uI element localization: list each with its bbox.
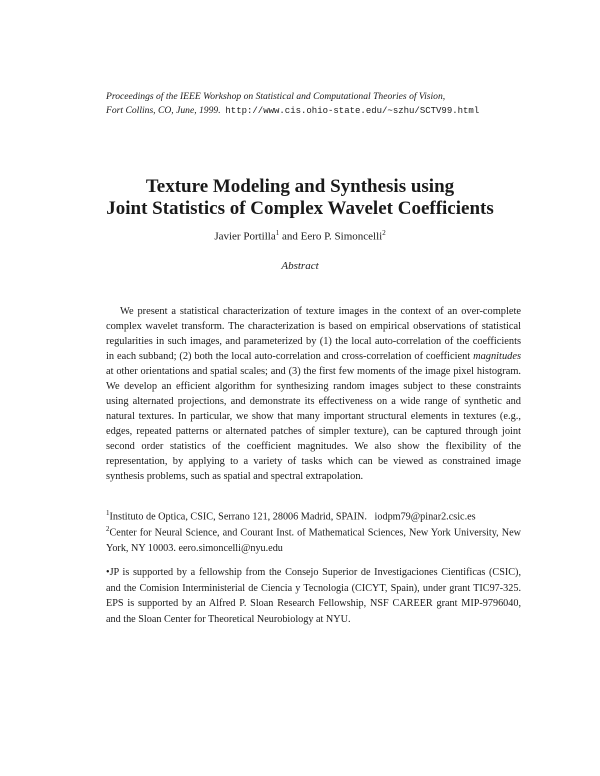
footnote-mark: 1 xyxy=(106,509,110,517)
footnote-text: Center for Neural Science, and Courant Inst. of Mathematical Sciences, New York University, New York, NY 10003. eero.simoncelli@nyu.edu xyxy=(106,527,521,554)
abstract-heading: Abstract xyxy=(281,260,319,272)
funding-note: •JP is supported by a fellowship from the Consejo Superior de Investigaciones Cientificas (CSIC), and the Comision Interministerial de Ciencia y Tecnologia (CICYT, Spain), under grant TIC97-325. EPS is supported by an Alfred P. Sloan Research Fellowship, NSF CAREER grant MIP-9796040, and the Sloan Center for Theoretical Neurobiology at NYU. xyxy=(106,567,521,625)
footnote-affiliation-2 xyxy=(106,522,521,556)
abstract-emphasis: magnitudes xyxy=(473,351,521,362)
author-name: Eero P. Simoncelli xyxy=(300,230,383,243)
affiliation-mark: 2 xyxy=(382,229,386,237)
author-name: Javier Portilla xyxy=(214,230,276,243)
title-line-2: Joint Statistics of Complex Wavelet Coefficients xyxy=(106,198,494,219)
venue-header xyxy=(106,90,521,118)
title-line-1: Texture Modeling and Synthesis using xyxy=(145,176,455,197)
affiliation-mark: 1 xyxy=(275,229,280,237)
venue-line-1: Proceedings of the IEEE Workshop on Statistical and Computational Theories of Vision, xyxy=(106,91,446,102)
abstract-text: We present a statistical characterization of texture images in the context of an over-complete complex wavelet transform. The characterization is based on empirical observations of statistical regularities in such images, and parameterized by (1) the local auto-correlation of the coefficients in each subband; (2) both the local auto-correlation and cross-correlation of coefficient xyxy=(106,306,521,362)
author-conjunction: and xyxy=(279,230,301,243)
footnote-text: Instituto de Optica, CSIC, Serrano 121, 28006 Madrid, SPAIN. iodpm79@pinar2.csic.es xyxy=(109,511,476,523)
paper-title xyxy=(0,176,600,220)
venue-url[interactable]: http://www.cis.ohio-state.edu/~szhu/SCTV99.html xyxy=(225,106,480,116)
abstract-body xyxy=(106,304,521,484)
venue-date: Fort Collins, CO, June, 1999. xyxy=(106,105,221,116)
abstract-text: at other orientations and spatial scales; and (3) the first few moments of the image pixel histogram. We develop an efficient algorithm for synthesizing random images subject to these constraints using alternated projections, and demonstrate its effectiveness on a wide range of synthetic and natural textures. In particular, we show that many important structural elements in textures (e.g., edges, repeated patterns or alternated patches of simpler texture), can be captured through joint second order statistics of the coefficient magnitudes. We also show the flexibility of the representation, by applying to a variety of tasks which can be viewed as constrained image synthesis problems, such as spatial and spectral extrapolation. xyxy=(106,366,521,482)
author-list xyxy=(0,229,600,243)
venue-line-2 xyxy=(106,104,521,118)
footnote-mark: 2 xyxy=(106,525,110,533)
